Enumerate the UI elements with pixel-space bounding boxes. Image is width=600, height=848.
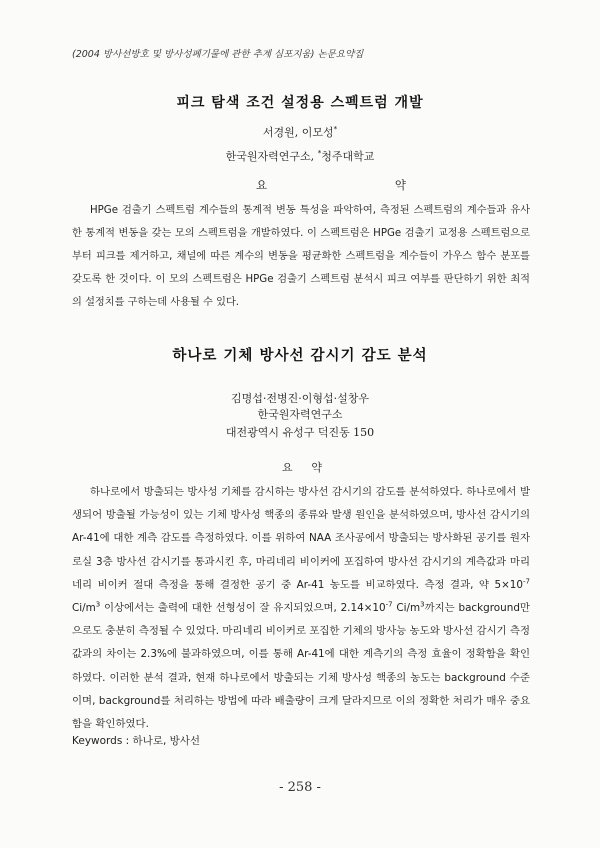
- article1-summary-heading: 요 약: [256, 178, 406, 192]
- keywords: Keywords : 하나로, 방사선: [72, 735, 201, 747]
- article2-authors: 김명섭·전병진·이형섭·설창우: [230, 392, 369, 405]
- article2-title: 하나로 기체 방사선 감시기 감도 분석: [172, 347, 428, 364]
- article1-abstract: HPGe 검출기 스펙트럼 계수들의 통계적 변동 특성을 파악하여, 측정된 스펙트럼의 계수들과 유사한 통계적 변동을 갖는 모의 스펙트럼을 개발하였다. 이 스펙트럼은 HPGe 검출기 교정용 스펙트럼으로부터 피크를 제거하고, 채널에 따른 계수의 변동을 평균화한 스펙트럼을 계수들이 가우스 함수 분포를 갖도록 한 것이다. 이 모의 스펙트럼은 HPGe 검출기 스펙트럼 분석시 피크 여부를 판단하기 위한 최적의 설정치를 구하는데 사용될 수 있다.: [72, 205, 530, 308]
- article2-affiliation: 한국원자력연구소: [257, 408, 343, 421]
- article2-summary-heading: 요 약: [282, 461, 322, 474]
- running-header: (2004 방사선방호 및 방사성폐기물에 관한 추계 심포지움) 논문요약집: [72, 49, 364, 60]
- page-number: - 258 -: [279, 780, 321, 795]
- article2-abstract: 하나로에서 방출되는 방사성 기체를 감시하는 방사선 감시기의 감도를 분석하였다. 하나로에서 발생되어 방출될 가능성이 있는 기체 방사성 핵종의 종류와 발생 원인을 분석하였으며, 방사선 감시기의 Ar-41에 대한 계측 감도를 측정하였다. 이를 위하여 NAA 조사공에서 방출되는 방사화된 공기를 원자로실 3층 방사선 감시기를 통과시킨 후, 마리네리 비이커에 포집하여 방사선 감시기의 계측값과 마리네리 비이커 절대 측정을 통해 결정한 공기 중 Ar-41 농도를 비교하였다. 측정 결과, 약 $5\times 10^{-7}$ $Ci/m^3$ 이상에서는 출력에 대한 선형성이 잘 유지되었으며, $2.14\times 10^{-7}$ $Ci/m^3$까지는 background만으로도 충분히 측정될 수 있었다. 마리네리 비이커로 포집한 기체의 방사능 농도와 방사선 감시기 측정값과의 차이는 2.3%에 불과하였으며, 이를 통해 Ar-41에 대한 계측기의 측정 효율이 정확함을 확인하였다. 이러한 분석 결과, 현재 하나로에서 방출되는 기체 방사성 핵종의 농도는 background 수준이며, background를 처리하는 방법에 따라 배출량이 크게 달라지므로 이의 정확한 처리가 매우 중요함을 확인하였다.: [72, 486, 530, 731]
- article2-address: 대전광역시 유성구 덕진동 150: [225, 426, 375, 439]
- article1-title: 피크 탐색 조건 설정용 스펙트럼 개발: [176, 95, 424, 111]
- article1-affiliation: 한국원자력연구소, *청주대학교: [225, 149, 375, 163]
- article1-authors: 서경원, 이모성*: [262, 125, 338, 139]
